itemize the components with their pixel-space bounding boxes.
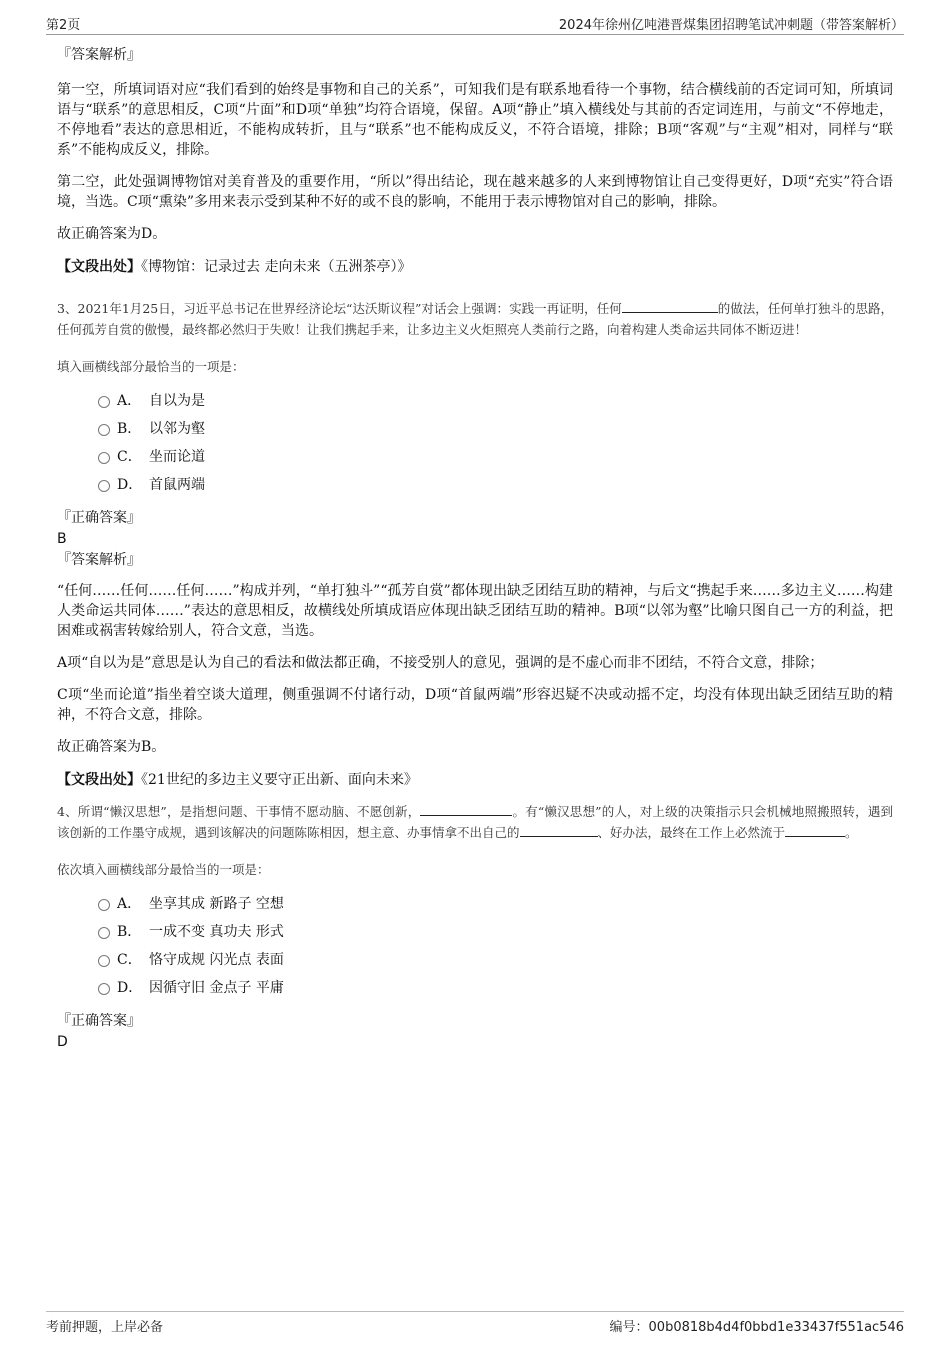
radio-icon[interactable] [98,927,110,939]
question-3-text-part-b: 的做法，任何单打独斗的思路，任何孤芳自赏的傲慢，最终都必然归于失败！让我们携起手来，让多边主义火炬照亮人类前行之路，向着构建人类命运共同体不断迈进！ [57,301,893,337]
question-3-options [57,387,893,499]
analysis-conclusion: 故正确答案为D。 [57,226,167,242]
fill-blank [622,300,718,313]
radio-icon[interactable] [98,899,110,911]
analysis-paragraph-2: A项“自以为是”意思是认为自己的看法和做法都正确，不接受别人的意见，强调的是不虚心而非不团结，不符合文意，排除； [57,655,824,671]
analysis-paragraph-1: 第一空，所填词语对应“我们看到的始终是事物和自己的关系”，可知我们是有联系地看待一个事物，结合横线前的否定词可知，所填词语与“联系”的意思相反，C项“片面”和D项“单独”均符合语境，保留。A项“静止”填入横线处与其前的否定词连用，与前文“不停地走，不停地看”表达的意思相近，不能构成转折，且与“联系”也不能构成反义，不符合语境，排除；B项“客观”与“主观”相对，同样与“联系”不能构成反义，排除。 [57,82,893,158]
correct-answer: B [57,531,67,547]
question-3-text-part-a: 3、2021年1月25日，习近平总书记在世界经济论坛“达沃斯议程”对话会上强调：实践一再证明，任何 [57,301,622,316]
question-4-text-part-d: 。 [845,825,858,840]
radio-icon[interactable] [98,480,110,492]
document-code [610,1316,904,1335]
option-b[interactable]: B． 一成不变 真功夫 形式 [57,918,893,946]
correct-answer-tag: 『正确答案』 [57,510,141,526]
correct-answer: D [57,1034,68,1050]
radio-icon[interactable] [98,424,110,436]
radio-icon[interactable] [98,955,110,967]
option-c[interactable]: C． 恪守成规 闪光点 表面 [57,946,893,974]
analysis-tag: 『答案解析』 [57,47,141,63]
source-line [57,769,893,791]
analysis-paragraph-1: “任何……任何……任何……”构成并列，“单打独斗”“孤芳自赏”都体现出缺乏团结互助的精神，与后文“携起手来……多边主义……构建人类命运共同体……”表达的意思相反，故横线处所填成语应体现出缺乏团结互助的精神。B项“以邻为壑”比喻只图自己一方的利益，把困难或祸害转嫁给别人，符合文意，当选。 [57,583,893,639]
question-4-prompt: 依次填入画横线部分最恰当的一项是： [57,862,270,877]
analysis-paragraph-2: 第二空，此处强调博物馆对美育普及的重要作用，“所以”得出结论，现在越来越多的人来到博物馆让自己变得更好，D项“充实”符合语境，当选。C项“熏染”多用来表示受到某种不好的或不良的影响，不能用于表示博物馆对自己的影响，排除。 [57,174,893,210]
analysis-conclusion: 故正确答案为B。 [57,739,166,755]
analysis-paragraph-3: C项“坐而论道”指坐着空谈大道理，侧重强调不付诸行动，D项“首鼠两端”形容迟疑不决或动摇不定，均没有体现出缺乏团结互助的精神，不符合文意，排除。 [57,687,893,723]
fill-blank [785,824,845,837]
option-b[interactable]: B． 以邻为壑 [57,415,893,443]
option-a[interactable]: A． 坐享其成 新路子 空想 [57,890,893,918]
page-number: 第2页 [46,18,81,33]
page-footer [46,1311,904,1334]
option-c[interactable]: C． 坐而论道 [57,443,893,471]
main-content [57,44,893,1052]
source-title: 《博物馆：记录过去 走向未来（五洲茶亭）》 [141,259,412,275]
fill-blank [420,803,512,816]
question-3-prompt: 填入画横线部分最恰当的一项是： [57,359,245,374]
code-value: 00b0818b4d4f0bbd1e33437f551ac546 [648,1320,904,1335]
source-title: 《21世纪的多边主义要守正出新、面向未来》 [141,772,418,788]
radio-icon[interactable] [98,983,110,995]
source-tag: 【文段出处】 [57,259,141,275]
analysis-tag: 『答案解析』 [57,552,141,568]
page-header [46,14,904,35]
source-tag: 【文段出处】 [57,772,141,788]
code-label: 编号： [609,1320,649,1335]
radio-icon[interactable] [98,396,110,408]
option-d[interactable]: D． 首鼠两端 [57,471,893,499]
correct-answer-tag: 『正确答案』 [57,1013,141,1029]
question-4-text-part-a: 4、所谓“懒汉思想”，是指想问题、干事情不愿动脑、不愿创新， [57,804,421,819]
fill-blank [520,824,598,837]
footer-slogan: 考前押题，上岸必备 [46,1320,164,1335]
question-4-text-part-b: 。有“懒汉思想”的人，对上级的决策指示只会机械地照搬照转，遇到该创新的工作墨守成规，遇到该解决的问题陈陈相因，想主意、办事情拿不出自己的 [57,804,893,840]
question-4-text-part-c: 、好办法，最终在工作上必然流于 [597,825,786,840]
question-4-text [57,801,893,843]
question-3-text [57,298,893,340]
radio-icon[interactable] [98,452,110,464]
source-line [57,256,893,278]
question-4-options [57,890,893,1002]
document-title: 2024年徐州亿吨港晋煤集团招聘笔试冲刺题（带答案解析） [558,18,904,33]
option-a[interactable]: A． 自以为是 [57,387,893,415]
option-d[interactable]: D． 因循守旧 金点子 平庸 [57,974,893,1002]
